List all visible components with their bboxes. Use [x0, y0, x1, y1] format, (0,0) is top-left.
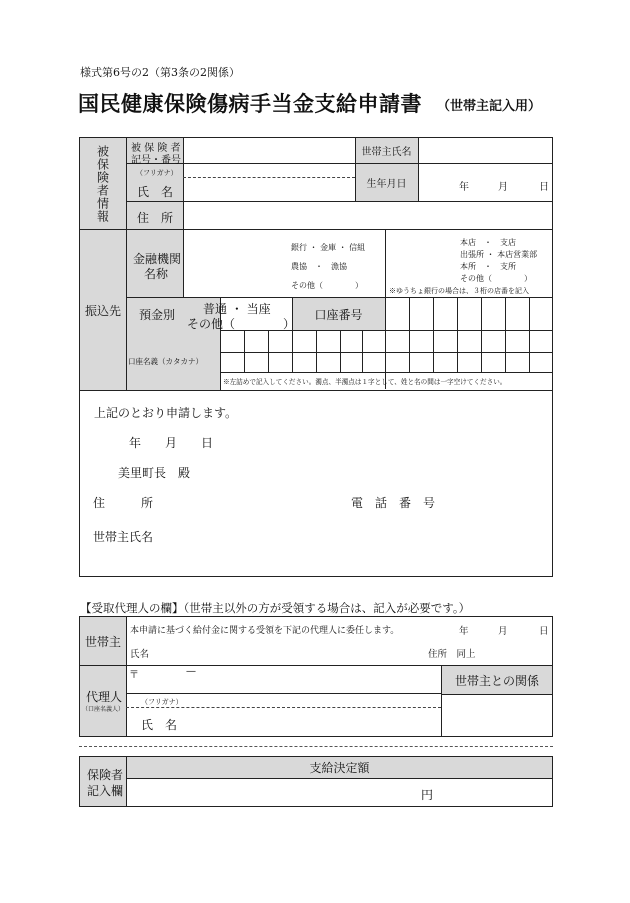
agent-name-field[interactable] [185, 709, 435, 735]
insured-number-label-2: 記号・番号 [131, 155, 181, 166]
birth-year-label: 年 [459, 182, 469, 193]
birthdate-label: 生年月日 [366, 179, 407, 190]
decl-day-label: 日 [201, 436, 214, 450]
decl-head-name-field[interactable] [160, 524, 540, 544]
branch-name-field[interactable] [386, 230, 456, 285]
proxy-year-label: 年 [459, 626, 469, 637]
furigana-label: （フリガナ） [136, 169, 178, 177]
name-label: 氏 名 [137, 185, 174, 199]
branch-types-3: 本所 ・ 支所 [460, 262, 516, 271]
cut-line [79, 746, 553, 747]
katakana-note: ※左詰めで記入してください。濁点、半濁点は１字として、姓と名の間は一字空けてください。 [223, 378, 507, 386]
account-name-label: 口座名義（カタカナ） [128, 357, 203, 366]
insurer-label-2: 記入欄 [87, 784, 124, 798]
branch-types-1: 本店 ・ 支店 [460, 238, 516, 247]
addressee: 美里町長 殿 [118, 466, 191, 480]
insured-side-label: 被保険者情報 [95, 145, 110, 223]
agent-name-label: 氏 名 [141, 718, 178, 732]
address-label: 住 所 [137, 211, 174, 225]
yucho-note: ※ゆうちょ銀行の場合は、３桁の店番を記入 [389, 287, 529, 295]
proxy-heading: 【受取代理人の欄】（世帯主以外の方が受領する場合は、記入が必要です。） [80, 601, 471, 615]
account-number-field[interactable] [386, 298, 552, 330]
birth-month-label: 月 [498, 182, 508, 193]
page-title: 国民健康保険傷病手当金支給申請書 [78, 91, 422, 116]
institution-label-1: 金融機関 [133, 252, 182, 266]
account-number-label: 口座番号 [314, 307, 363, 322]
yen-unit: 円 [421, 788, 434, 802]
form-number: 様式第6号の2（第3条の2関係） [80, 66, 240, 79]
agent-sublabel: （口座名義人） [82, 706, 125, 713]
relation-label: 世帯主との関係 [454, 673, 539, 688]
proxy-month-label: 月 [498, 626, 508, 637]
branch-types-2: 出張所 ・ 本店営業部 [460, 250, 538, 259]
proxy-day-label: 日 [539, 626, 549, 637]
decl-head-name-label: 世帯主氏名 [93, 530, 154, 544]
proxy-head-name-field[interactable] [150, 642, 410, 660]
institution-name-field[interactable] [184, 230, 284, 297]
decl-address-label: 住 所 [93, 496, 154, 510]
agent-furigana-label: （フリガナ） [141, 698, 183, 706]
decl-phone-label: 電 話 番 号 [351, 496, 436, 510]
page-subtitle: （世帯主記入用） [437, 99, 542, 114]
decl-phone-field[interactable] [440, 490, 545, 510]
head-name-field[interactable] [419, 138, 552, 163]
relation-field[interactable] [442, 695, 552, 736]
insurer-label-1: 保険者 [87, 768, 124, 782]
proxy-head-name-label: 氏名 [130, 649, 150, 660]
declaration-text: 上記のとおり申請します。 [94, 406, 238, 420]
agent-label: 代理人 [86, 690, 123, 704]
branch-types-4: その他（ ） [460, 274, 532, 283]
deposit-options-2[interactable]: その他（ ） [187, 317, 296, 331]
amount-label: 支給決定額 [309, 761, 370, 775]
institution-types-3: その他（ ） [291, 281, 363, 290]
address-field[interactable] [184, 202, 552, 229]
decl-month-label: 月 [165, 436, 178, 450]
institution-types-1: 銀行 ・ 金庫 ・ 信組 [291, 243, 366, 252]
bank-side-label: 振込先 [84, 303, 121, 318]
proxy-head-label: 世帯主 [84, 634, 121, 649]
deposit-options-1[interactable]: 普通 ・ 当座 [203, 302, 271, 316]
account-name-field[interactable] [221, 331, 552, 372]
institution-types-2: 農協 ・ 漁協 [291, 262, 347, 271]
postal-mark: 〒 [129, 670, 139, 681]
decl-year-label: 年 [129, 436, 142, 450]
institution-label-2: 名称 [144, 267, 169, 281]
decl-address-field[interactable] [160, 490, 340, 510]
agent-address-field[interactable] [140, 667, 435, 691]
insured-number-field[interactable] [184, 138, 354, 163]
head-name-label: 世帯主氏名 [361, 147, 412, 158]
proxy-address-same: 住所 同上 [428, 649, 476, 660]
insured-name-field[interactable] [184, 164, 354, 201]
postal-dash: — [186, 666, 196, 677]
delegation-text: 本申請に基づく給付金に関する受領を下記の代理人に委任します。 [130, 626, 400, 636]
amount-field[interactable] [130, 780, 410, 805]
birth-day-label: 日 [539, 182, 549, 193]
insured-number-label-1: 被 保 険 者 [131, 143, 181, 154]
deposit-type-label: 預金別 [139, 308, 176, 322]
